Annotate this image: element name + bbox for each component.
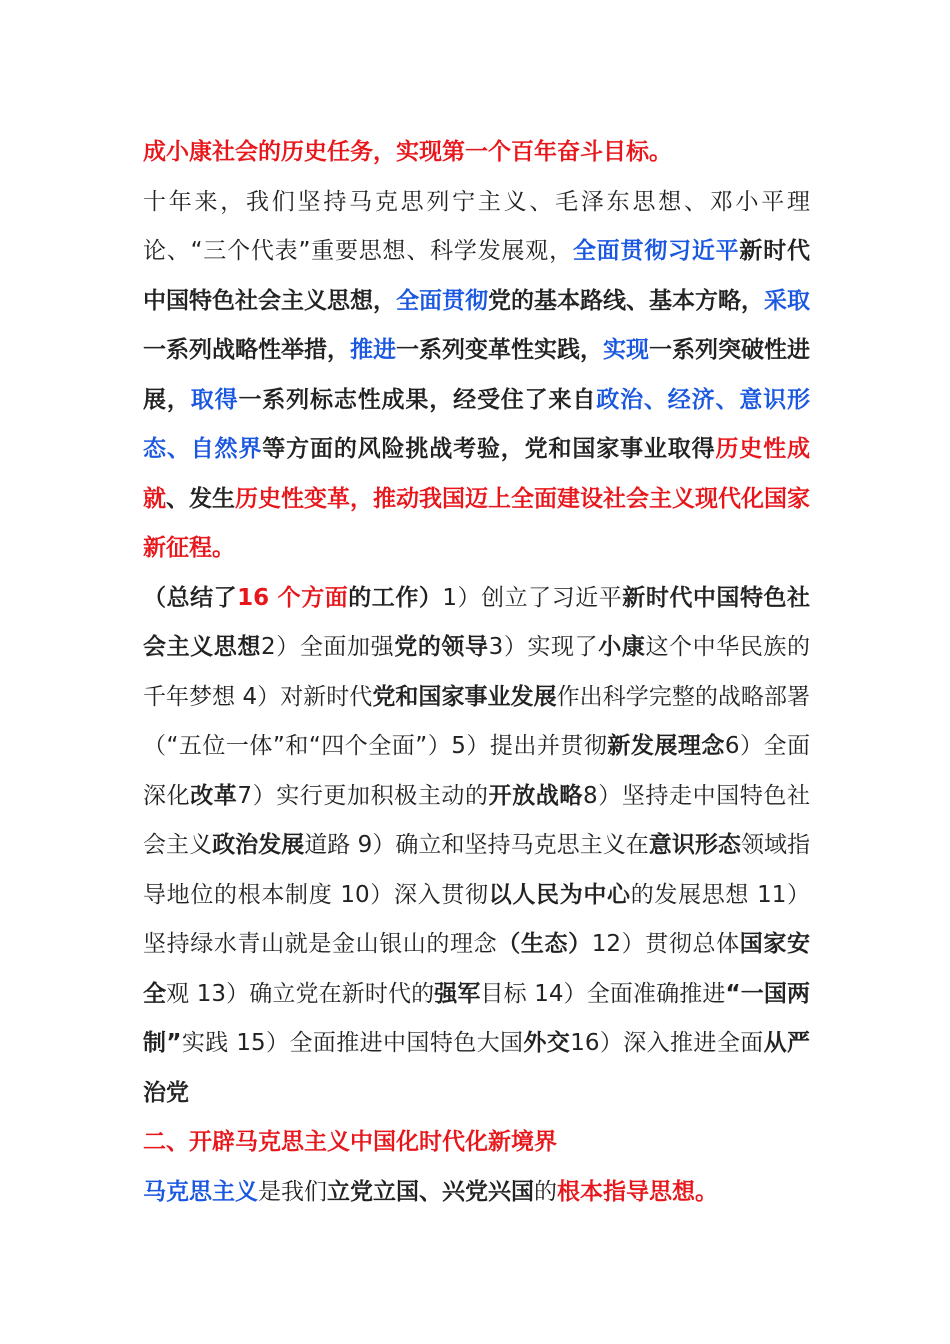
- paragraph-2: [143, 178, 810, 574]
- emphasis-blue: 推进: [350, 337, 396, 363]
- emphasis-bold: 以人民为中心: [488, 881, 631, 908]
- emphasis-blue: 全面贯彻: [396, 287, 488, 314]
- text-run: 领域指导地位的根本制度 10）深入贯彻: [143, 832, 811, 908]
- emphasis-bold: 政治发展: [212, 832, 305, 858]
- emphasis-bold: 、发生: [166, 485, 235, 512]
- emphasis-bold: 强军: [434, 980, 481, 1007]
- text-run: 12）贯彻总体: [591, 931, 740, 957]
- emphasis-blue: 马克思主义: [143, 1178, 258, 1205]
- emphasis-bold: 的工作）: [348, 584, 443, 611]
- text-run: 7）实行更加积极主动的: [237, 782, 489, 809]
- emphasis-blue: 取得: [190, 386, 239, 413]
- emphasis-bold: 外交: [523, 1030, 571, 1056]
- emphasis-red: 根本指导思想。: [557, 1178, 718, 1205]
- emphasis-bold: 一系列突破性进展，: [143, 337, 810, 413]
- text-run: 实践 15）全面推进中国特色大国: [181, 1030, 524, 1056]
- emphasis-bold: 一系列变革性实践，: [396, 337, 603, 363]
- emphasis-bold: 立党立国、兴党兴国: [327, 1178, 534, 1205]
- emphasis-bold: 小康: [598, 634, 646, 660]
- emphasis-red: 二、开辟马克思主义中国化时代化新境界: [143, 1129, 557, 1155]
- text-run: 16）深入推进全面: [570, 1030, 764, 1056]
- emphasis-bold: 党的领导: [394, 634, 489, 660]
- emphasis-bold: 意识形态: [648, 832, 741, 858]
- emphasis-bold: 改革: [190, 782, 238, 809]
- emphasis-bold: 新时代中国特色社会主义思想: [143, 584, 810, 660]
- emphasis-bold: 党和国家事业发展: [372, 683, 557, 710]
- emphasis-blue: 政治、经济、意识形态、自然界: [143, 386, 811, 462]
- emphasis-bold: （总结了: [143, 584, 238, 611]
- emphasis-blue: 实现: [603, 337, 649, 363]
- text-run: 的发展思想 11）坚持绿水青山就是金山银山的理念: [143, 881, 811, 957]
- text-run: 观 13）确立党在新时代的: [166, 980, 435, 1007]
- text-run: 3）实现了: [488, 634, 599, 660]
- text-run: 1）创立了习近平: [442, 584, 623, 611]
- emphasis-bold: 开放战略: [488, 782, 583, 809]
- text-run: 6）全面深化: [143, 733, 810, 809]
- emphasis-bold: 等方面的风险挑战考验，党和国家事业取得: [262, 436, 716, 462]
- emphasis-bold: 一系列标志性成果，经受住了来自: [238, 386, 597, 413]
- emphasis-red: 历史性变革，推动我国迈上全面建设社会主义现代化国家新征程。: [143, 485, 810, 561]
- text-run: 是我们: [258, 1178, 327, 1205]
- emphasis-bold: （生态）: [497, 931, 592, 957]
- text-run: 2）全面加强: [261, 634, 395, 660]
- emphasis-bold: 新时代中国特色社会主义思想，: [143, 238, 811, 314]
- emphasis-blue: 采取: [764, 287, 810, 314]
- emphasis-bold: 国家安全: [143, 931, 811, 1007]
- text-run: 道路 9）确立和坚持马克思主义在: [304, 832, 649, 858]
- emphasis-blue: 全面贯彻习近平: [572, 238, 740, 264]
- emphasis-bold: 从严治党: [143, 1030, 811, 1106]
- emphasis-bold: 新发展理念: [607, 733, 725, 759]
- text-run: 目标 14）全面准确推进: [480, 980, 726, 1007]
- text-run: 的: [534, 1178, 557, 1205]
- text-run: 作出科学完整的战略部署（“五位一体”和“四个全面”）5）提出并贯彻: [143, 683, 811, 759]
- emphasis-bold: 一系列战略性举措，: [143, 337, 350, 363]
- paragraph-5: [143, 1168, 810, 1218]
- paragraph-3: [143, 574, 810, 1119]
- emphasis-red: 成小康社会的历史任务，实现第一个百年奋斗目标。: [143, 139, 672, 165]
- section-heading: [143, 1118, 810, 1168]
- emphasis-bold: “一国两制”: [143, 980, 811, 1056]
- text-run: 这个中华民族的千年梦想 4）对新时代: [143, 634, 811, 710]
- text-run: 8）坚持走中国特色社会主义: [143, 782, 811, 858]
- text-run: 十年来，我们坚持马克思列宁主义、毛泽东思想、邓小平理论、“三个代表”重要思想、科学发展观，: [143, 188, 810, 264]
- emphasis-red: 历史性成就: [143, 436, 811, 512]
- paragraph-1: [143, 128, 810, 178]
- emphasis-bold: 党的基本路线、基本方略，: [488, 287, 764, 314]
- emphasis-red: 16 个方面: [237, 584, 349, 611]
